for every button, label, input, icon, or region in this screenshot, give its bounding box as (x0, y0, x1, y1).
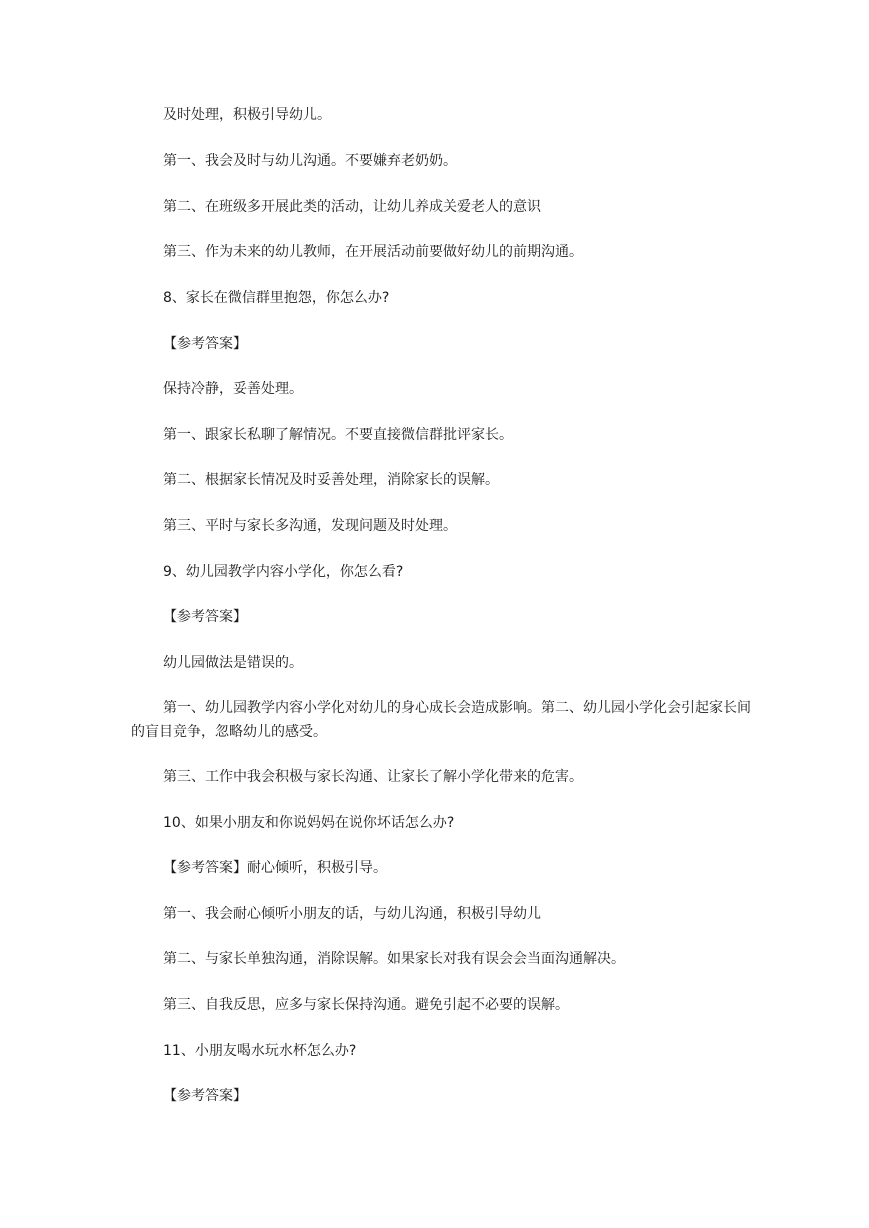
paragraph: 第一、我会及时与幼儿沟通。不要嫌弃老奶奶。 (163, 153, 457, 169)
answer-label: 【参考答案】 (163, 1088, 247, 1104)
paragraph: 第一、我会耐心倾听小朋友的话，与幼儿沟通，积极引导幼儿 (163, 906, 541, 922)
paragraph: 第二、在班级多开展此类的活动，让幼儿养成关爱老人的意识 (163, 199, 541, 215)
paragraph: 第三、平时与家长多沟通，发现问题及时处理。 (163, 518, 457, 534)
answer-label: 【参考答案】 (163, 609, 247, 625)
paragraph: 第三、自我反思，应多与家长保持沟通。避免引起不必要的误解。 (163, 997, 569, 1013)
question-heading: 10、如果小朋友和你说妈妈在说你坏话怎么办? (163, 815, 455, 831)
paragraph: 第一、幼儿园教学内容小学化对幼儿的身心成长会造成影响。第二、幼儿园小学化会引起家长间的盲目竞争，忽略幼儿的感受。 (131, 700, 751, 740)
paragraph: 第二、根据家长情况及时妥善处理，消除家长的误解。 (163, 472, 499, 488)
question-heading: 8、家长在微信群里抱怨，你怎么办? (163, 290, 390, 306)
paragraph: 第一、跟家长私聊了解情况。不要直接微信群批评家长。 (163, 427, 513, 443)
question-heading: 11、小朋友喝水玩水杯怎么办? (163, 1043, 357, 1059)
paragraph: 幼儿园做法是错误的。 (163, 655, 303, 671)
paragraph: 第二、与家长单独沟通，消除误解。如果家长对我有误会会当面沟通解决。 (163, 951, 625, 967)
question-heading: 9、幼儿园教学内容小学化，你怎么看? (163, 564, 404, 580)
paragraph: 及时处理，积极引导幼儿。 (163, 107, 331, 123)
paragraph: 保持冷静，妥善处理。 (163, 381, 303, 397)
paragraph: 第三、工作中我会积极与家长沟通、让家长了解小学化带来的危害。 (163, 769, 583, 785)
answer-label: 【参考答案】耐心倾听，积极引导。 (163, 860, 387, 876)
paragraph: 第三、作为未来的幼儿教师，在开展活动前要做好幼儿的前期沟通。 (163, 244, 583, 260)
answer-label: 【参考答案】 (163, 336, 247, 352)
